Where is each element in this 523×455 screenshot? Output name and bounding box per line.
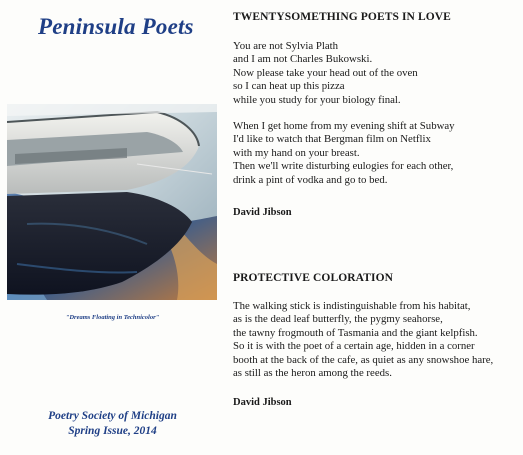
poem-line: Now please take your head out of the oven bbox=[233, 66, 418, 79]
boat-painting bbox=[7, 104, 217, 300]
poem-line: You are not Sylvia Plath bbox=[233, 40, 339, 52]
poem-title: PROTECTIVE COLORATION bbox=[233, 272, 394, 284]
issue-date: Spring Issue, 2014 bbox=[68, 425, 157, 437]
poem-line: and I am not Charles Bukowski. bbox=[233, 53, 373, 66]
poem-line: drink a pint of vodka and go to bed. bbox=[233, 173, 388, 186]
poem-line: with my hand on your breast. bbox=[233, 146, 360, 159]
poem-line: The walking stick is indistinguishable from his habitat, bbox=[233, 300, 471, 312]
poem-line: as is the dead leaf butterfly, the pygmy seahorse, bbox=[233, 313, 443, 326]
image-caption: "Dreams Floating in Technicolor" bbox=[65, 314, 160, 321]
society-info bbox=[0, 409, 225, 439]
poem-line: so I can heat up this pizza bbox=[233, 80, 345, 93]
poem-author: David Jibson bbox=[233, 397, 292, 408]
journal-title: Peninsula Poets bbox=[38, 14, 194, 39]
society-name: Poetry Society of Michigan bbox=[48, 410, 177, 422]
poem-line: booth at the back of the cafe, as quiet as any snowshoe hare, bbox=[233, 353, 494, 366]
poem-line: So it is with the poet of a certain age, hidden in a corner bbox=[233, 340, 475, 353]
poem-line: the tawny frogmouth of Tasmania and the giant kelpfish. bbox=[233, 326, 478, 339]
poem-line: I'd like to watch that Bergman film on Netflix bbox=[233, 133, 431, 146]
poem-line: When I get home from my evening shift at Subway bbox=[233, 120, 455, 133]
poem-body bbox=[233, 40, 455, 187]
poem-line: as still as the heron among the reeds. bbox=[233, 367, 392, 380]
left-column bbox=[0, 0, 225, 455]
poem-body bbox=[233, 300, 493, 380]
poem-author: David Jibson bbox=[233, 207, 292, 218]
poem-line: Then we'll write disturbing eulogies for each other, bbox=[233, 160, 454, 173]
poem-line: while you study for your biology final. bbox=[233, 93, 401, 106]
poem-title: TWENTYSOMETHING POETS IN LOVE bbox=[233, 11, 451, 23]
